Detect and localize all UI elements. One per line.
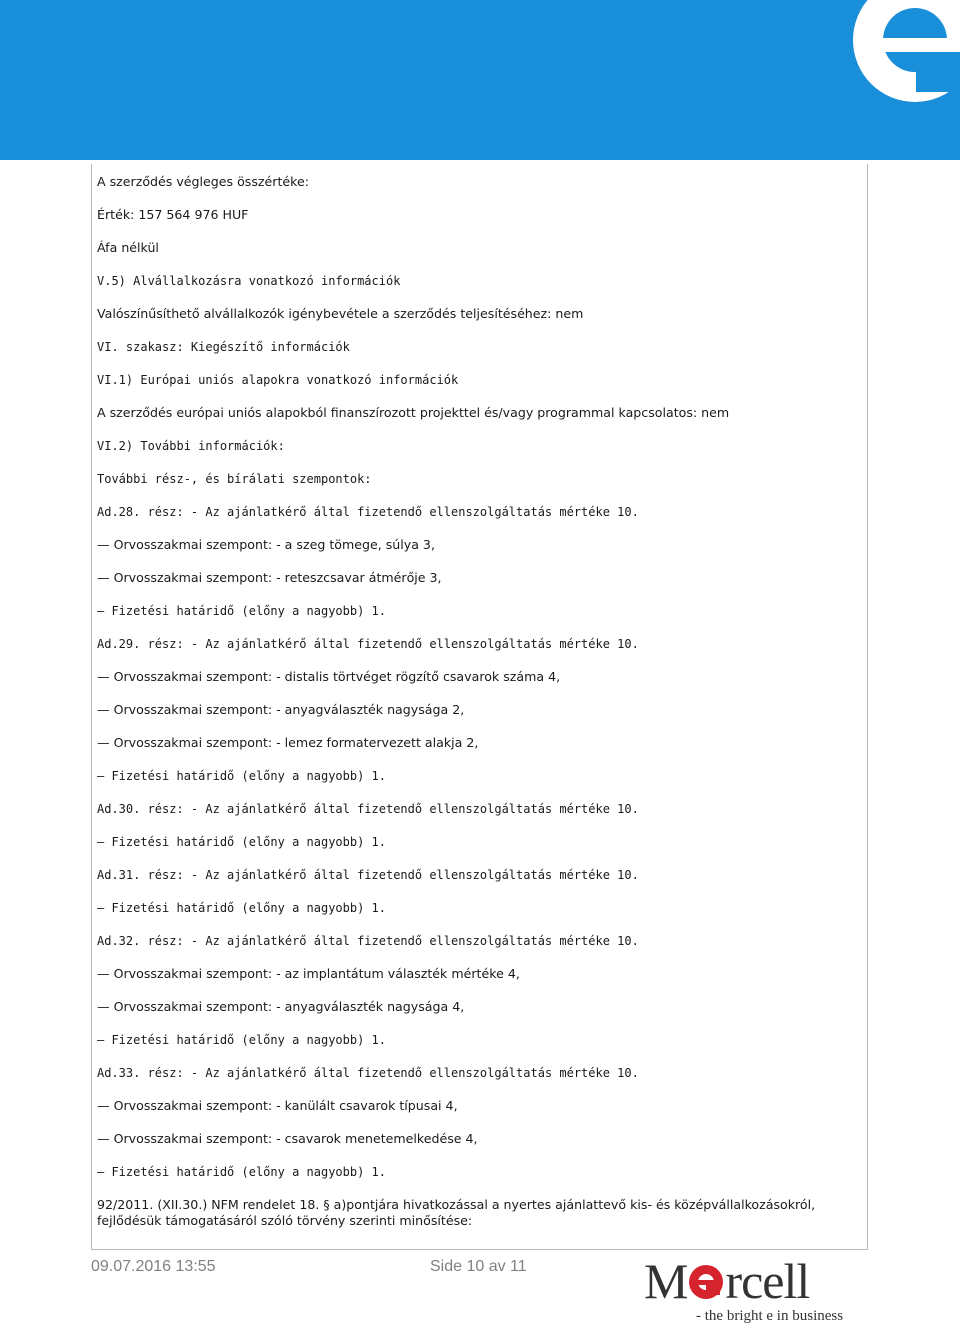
document-line: — Orvosszakmai szempont: - a szeg tömege, súlya 3,: [97, 537, 435, 552]
document-line: Ad.33. rész: - Az ajánlatkérő által fizetendő ellenszolgáltatás mértéke 10.: [97, 1066, 639, 1080]
footer-page-number: Side 10 av 11: [430, 1258, 527, 1275]
document-line: VI.1) Európai uniós alapokra vonatkozó információk: [97, 373, 459, 387]
document-line: — Orvosszakmai szempont: - anyagválaszték nagysága 4,: [97, 999, 465, 1014]
document-line: Érték: 157 564 976 HUF: [97, 207, 249, 222]
brand-prefix: M: [644, 1253, 688, 1309]
document-line: — Orvosszakmai szempont: - distalis törtvéget rögzítő csavarok száma 4,: [97, 669, 561, 684]
document-line: — Orvosszakmai szempont: - reteszcsavar átmérője 3,: [97, 570, 442, 585]
document-line: — Fizetési határidő (előny a nagyobb) 1.: [97, 604, 386, 618]
brand-logo: [644, 1253, 874, 1325]
e-logo-icon: [820, 0, 960, 110]
document-body: [97, 174, 857, 1229]
document-line: Valószínűsíthető alvállalkozók igénybevétele a szerződés teljesítéséhez: nem: [97, 306, 584, 321]
document-line: A szerződés végleges összértéke:: [97, 174, 309, 189]
page-frame-bottom: [91, 1249, 868, 1250]
document-line: Ad.31. rész: - Az ajánlatkérő által fizetendő ellenszolgáltatás mértéke 10.: [97, 868, 639, 882]
document-line: Ad.30. rész: - Az ajánlatkérő által fizetendő ellenszolgáltatás mértéke 10.: [97, 802, 639, 816]
document-line: V.5) Alvállalkozásra vonatkozó információk: [97, 274, 401, 288]
header-band: [0, 0, 960, 160]
brand-tagline: - the bright e in business: [696, 1308, 844, 1324]
document-line: VI.2) További információk:: [97, 439, 285, 453]
document-line: — Fizetési határidő (előny a nagyobb) 1.: [97, 1033, 386, 1047]
document-line: — Fizetési határidő (előny a nagyobb) 1.: [97, 901, 386, 915]
document-line: Ad.29. rész: - Az ajánlatkérő által fizetendő ellenszolgáltatás mértéke 10.: [97, 637, 639, 651]
footer-datetime: 09.07.2016 13:55: [91, 1258, 216, 1275]
page-frame-left: [91, 164, 92, 1250]
document-line: — Orvosszakmai szempont: - az implantátum választék mértéke 4,: [97, 966, 520, 981]
final-paragraph: 92/2011. (XII.30.) NFM rendelet 18. § a)pontjára hivatkozással a nyertes ajánlattevő kis- és középvállalkozásokról, fejlődésük támogatásáról szóló törvény szerinti minősítése:: [97, 1197, 816, 1228]
document-line: Ad.32. rész: - Az ajánlatkérő által fizetendő ellenszolgáltatás mértéke 10.: [97, 934, 639, 948]
document-line: További rész-, és bírálati szempontok:: [97, 472, 372, 486]
document-line: Ad.28. rész: - Az ajánlatkérő által fizetendő ellenszolgáltatás mértéke 10.: [97, 505, 639, 519]
document-line: — Fizetési határidő (előny a nagyobb) 1.: [97, 1165, 386, 1179]
document-line: — Orvosszakmai szempont: - anyagválaszték nagysága 2,: [97, 702, 465, 717]
document-line: A szerződés európai uniós alapokból finanszírozott projekttel és/vagy programmal kapcsolatos: nem: [97, 405, 730, 420]
document-line: — Orvosszakmai szempont: - lemez formatervezett alakja 2,: [97, 735, 479, 750]
page-frame-right: [867, 164, 868, 1250]
document-line: — Orvosszakmai szempont: - csavarok menetemelkedése 4,: [97, 1131, 478, 1146]
brand-wordmark: [644, 1253, 809, 1309]
brand-suffix: rcell: [725, 1253, 810, 1309]
document-line: — Fizetési határidő (előny a nagyobb) 1.: [97, 835, 386, 849]
document-line: Áfa nélkül: [97, 240, 159, 255]
brand-e-icon: [688, 1264, 724, 1300]
document-line: — Fizetési határidő (előny a nagyobb) 1.: [97, 769, 386, 783]
document-line: — Orvosszakmai szempont: - kanülált csavarok típusai 4,: [97, 1098, 458, 1113]
document-line: VI. szakasz: Kiegészítő információk: [97, 340, 350, 354]
